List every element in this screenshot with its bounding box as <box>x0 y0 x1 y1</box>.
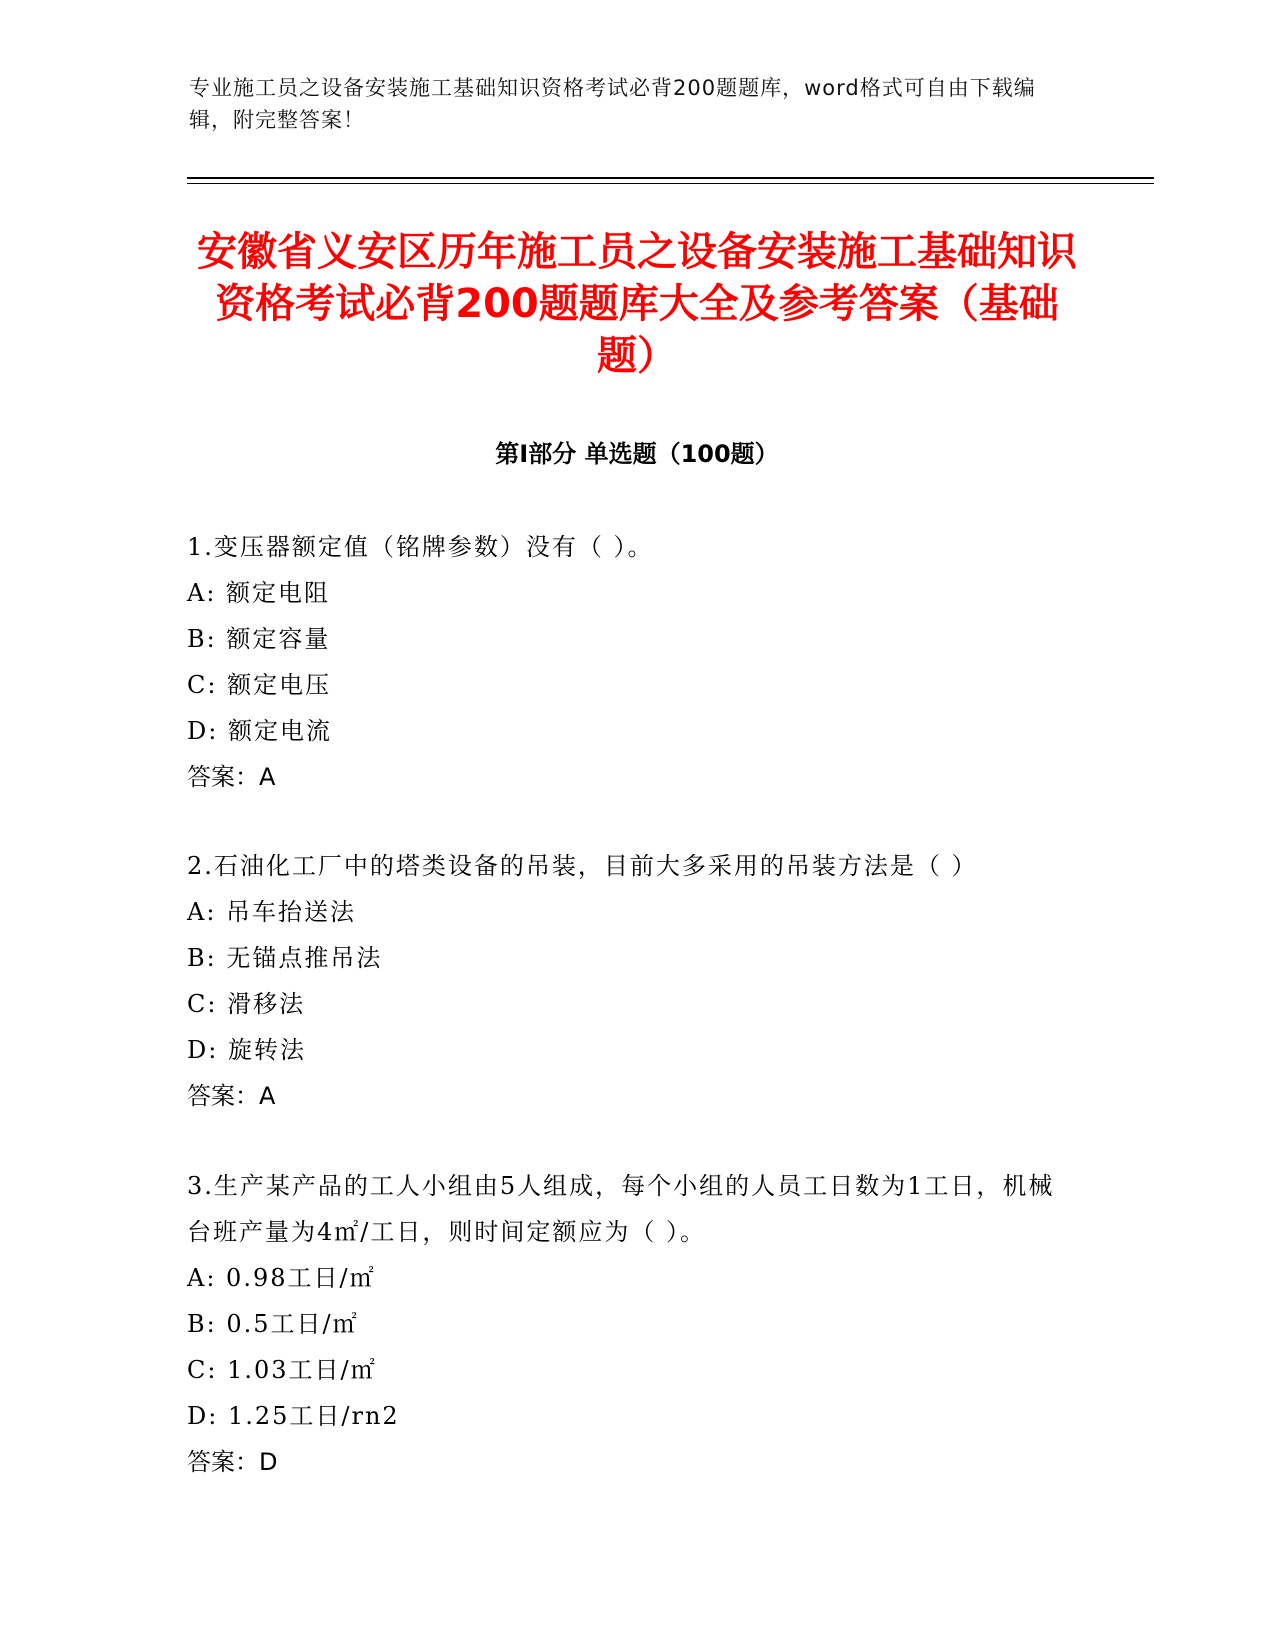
question-block <box>187 1163 1067 1485</box>
document-title: 安徽省义安区历年施工员之设备安装施工基础知识资格考试必背200题题库大全及参考答案（基础题） <box>197 229 1077 379</box>
option-c: C: 1.03工日/㎡ <box>187 1356 377 1384</box>
option-b: B: 额定容量 <box>187 625 331 653</box>
option-a: A: 吊车抬送法 <box>187 898 357 926</box>
section-heading: 第I部分 单选题（100题） <box>495 440 779 468</box>
header-rule-thick <box>187 177 1154 179</box>
option-a: A: 0.98工日/㎡ <box>187 1264 376 1292</box>
answer-line: 答案：D <box>187 1448 278 1476</box>
question-stem: 1.变压器额定值（铭牌参数）没有（ ）。 <box>187 533 654 561</box>
option-d: D: 1.25工日/rn2 <box>187 1402 400 1430</box>
option-c: C: 额定电压 <box>187 671 332 699</box>
option-b: B: 无锚点推吊法 <box>187 944 383 972</box>
option-d: D: 额定电流 <box>187 717 332 745</box>
question-stem: 3.生产某产品的工人小组由5人组成，每个小组的人员工日数为1工日，机械台班产量为4㎡/工日，则时间定额应为（ ）。 <box>187 1172 1055 1246</box>
answer-line: 答案：A <box>187 763 276 791</box>
header-rule-thin <box>187 183 1154 184</box>
option-a: A: 额定电阻 <box>187 579 331 607</box>
question-stem: 2.石油化工厂中的塔类设备的吊装，目前大多采用的吊装方法是（ ） <box>187 852 978 880</box>
question-block <box>187 524 1067 800</box>
option-c: C: 滑移法 <box>187 990 306 1018</box>
question-block <box>187 843 1067 1119</box>
option-d: D: 旋转法 <box>187 1036 306 1064</box>
answer-line: 答案：A <box>187 1082 276 1110</box>
header-note: 专业施工员之设备安装施工基础知识资格考试必背200题题库，word格式可自由下载编辑，附完整答案！ <box>189 76 1036 132</box>
option-b: B: 0.5工日/㎡ <box>187 1310 359 1338</box>
